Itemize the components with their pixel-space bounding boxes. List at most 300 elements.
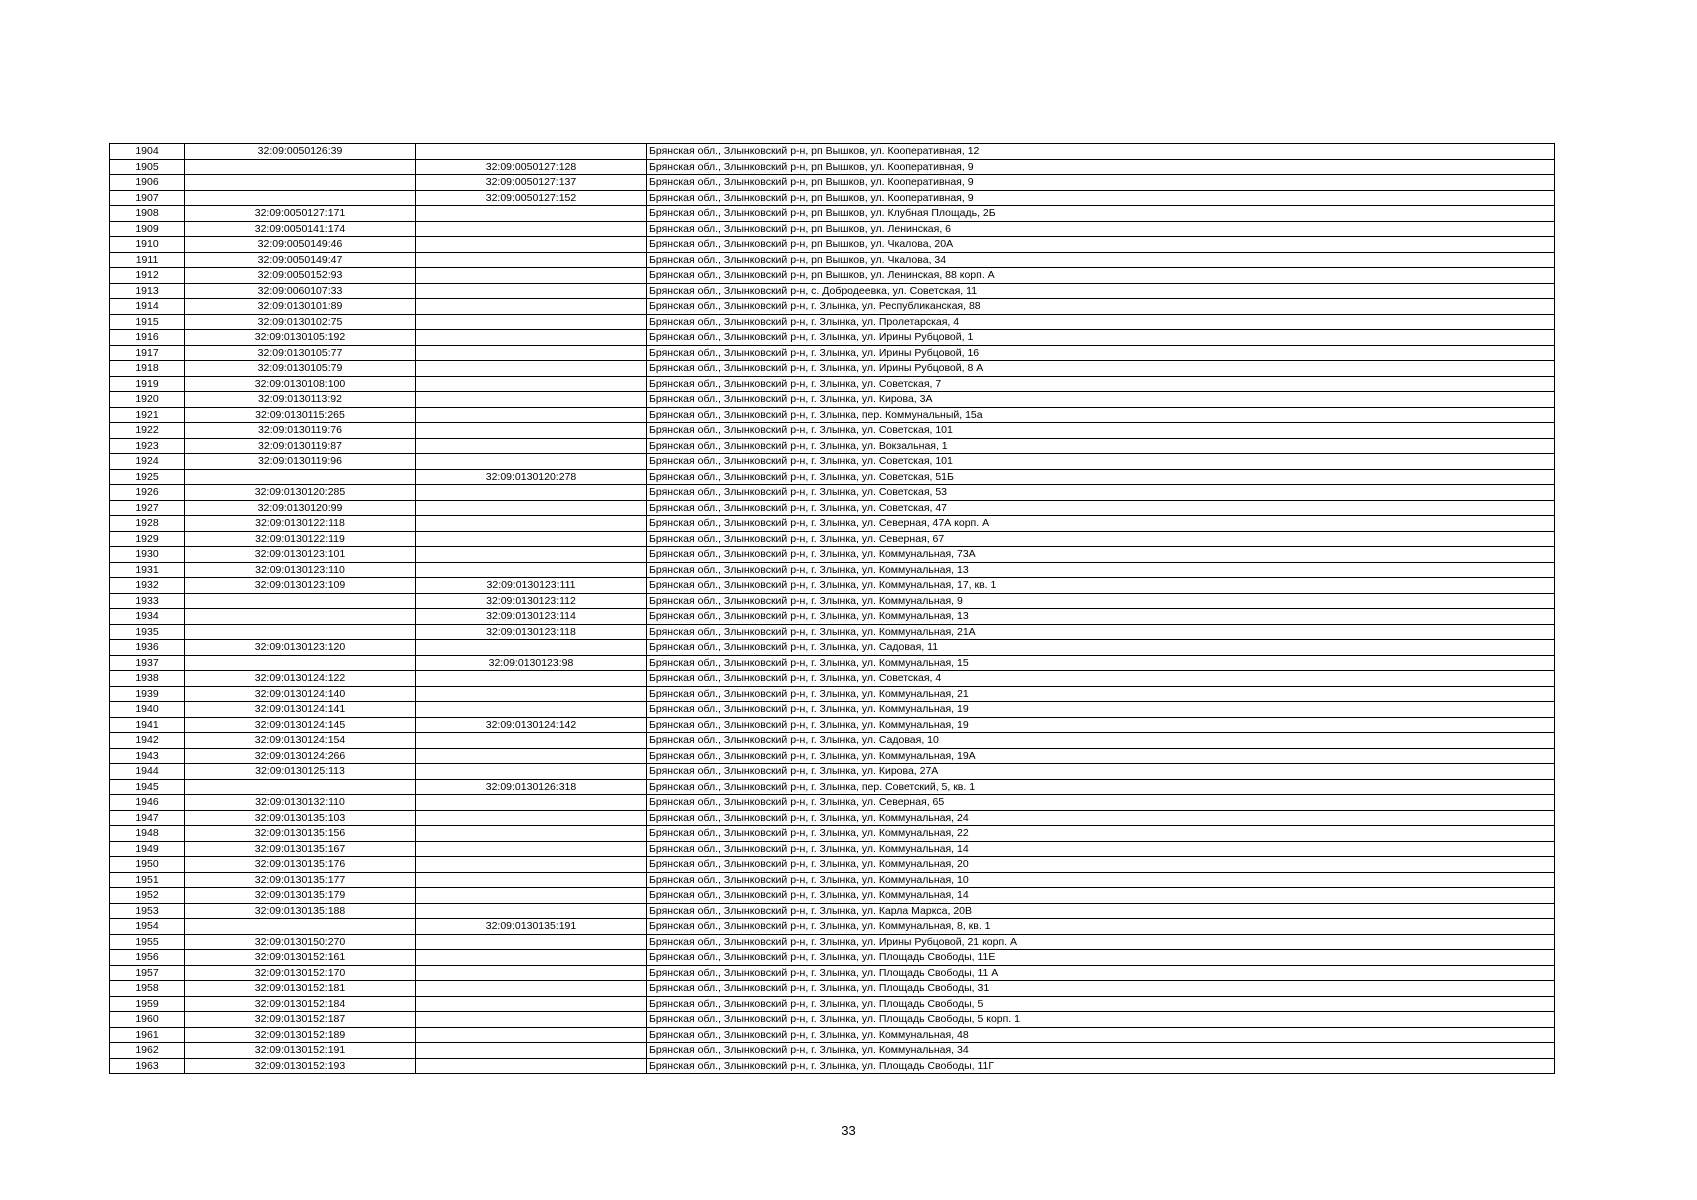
table-row <box>110 624 1555 640</box>
row-number-cell: 1907 <box>110 190 185 206</box>
address-cell: Брянская обл., Злынковский р-н, г. Злынка, ул. Северная, 47А корп. А <box>647 516 1555 532</box>
table-row <box>110 609 1555 625</box>
address-cell: Брянская обл., Злынковский р-н, рп Вышков, ул. Кооперативная, 9 <box>647 190 1555 206</box>
table-row <box>110 903 1555 919</box>
table-row <box>110 407 1555 423</box>
land-cadastral-number-cell: 32:09:0130152:187 <box>185 1012 416 1028</box>
row-number-cell: 1958 <box>110 981 185 997</box>
land-cadastral-number-cell: 32:09:0130115:265 <box>185 407 416 423</box>
table-row <box>110 299 1555 315</box>
object-cadastral-number-cell: 32:09:0130120:278 <box>416 469 647 485</box>
row-number-cell: 1947 <box>110 810 185 826</box>
row-number-cell: 1926 <box>110 485 185 501</box>
row-number-cell: 1918 <box>110 361 185 377</box>
land-cadastral-number-cell: 32:09:0130124:141 <box>185 702 416 718</box>
address-cell: Брянская обл., Злынковский р-н, г. Злынка, ул. Вокзальная, 1 <box>647 438 1555 454</box>
address-cell: Брянская обл., Злынковский р-н, г. Злынка, ул. Пролетарская, 4 <box>647 314 1555 330</box>
row-number-cell: 1937 <box>110 655 185 671</box>
object-cadastral-number-cell: 32:09:0130123:114 <box>416 609 647 625</box>
land-cadastral-number-cell: 32:09:0130152:161 <box>185 950 416 966</box>
address-cell: Брянская обл., Злынковский р-н, г. Злынка, ул. Площадь Свободы, 11Г <box>647 1058 1555 1074</box>
table-row <box>110 934 1555 950</box>
address-cell: Брянская обл., Злынковский р-н, г. Злынка, ул. Площадь Свободы, 31 <box>647 981 1555 997</box>
land-cadastral-number-cell: 32:09:0130105:79 <box>185 361 416 377</box>
object-cadastral-number-cell <box>416 1027 647 1043</box>
table-row <box>110 593 1555 609</box>
table-row <box>110 857 1555 873</box>
object-cadastral-number-cell <box>416 500 647 516</box>
land-cadastral-number-cell: 32:09:0130135:177 <box>185 872 416 888</box>
object-cadastral-number-cell <box>416 516 647 532</box>
object-cadastral-number-cell <box>416 562 647 578</box>
row-number-cell: 1950 <box>110 857 185 873</box>
land-cadastral-number-cell: 32:09:0130152:181 <box>185 981 416 997</box>
object-cadastral-number-cell <box>416 454 647 470</box>
land-cadastral-number-cell <box>185 469 416 485</box>
address-cell: Брянская обл., Злынковский р-н, рп Вышков, ул. Кооперативная, 9 <box>647 159 1555 175</box>
address-cell: Брянская обл., Злынковский р-н, г. Злынка, ул. Коммунальная, 17, кв. 1 <box>647 578 1555 594</box>
address-cell: Брянская обл., Злынковский р-н, г. Злынка, ул. Коммунальная, 19 <box>647 702 1555 718</box>
land-cadastral-number-cell: 32:09:0130135:167 <box>185 841 416 857</box>
object-cadastral-number-cell <box>416 221 647 237</box>
object-cadastral-number-cell <box>416 965 647 981</box>
address-cell: Брянская обл., Злынковский р-н, г. Злынка, ул. Ирины Рубцовой, 8 А <box>647 361 1555 377</box>
address-cell: Брянская обл., Злынковский р-н, г. Злынка, ул. Советская, 101 <box>647 454 1555 470</box>
table-row <box>110 779 1555 795</box>
address-cell: Брянская обл., Злынковский р-н, г. Злынка, ул. Коммунальная, 14 <box>647 888 1555 904</box>
address-cell: Брянская обл., Злынковский р-н, г. Злынка, ул. Республиканская, 88 <box>647 299 1555 315</box>
address-cell: Брянская обл., Злынковский р-н, г. Злынка, ул. Кирова, 27А <box>647 764 1555 780</box>
row-number-cell: 1933 <box>110 593 185 609</box>
address-cell: Брянская обл., Злынковский р-н, г. Злынка, пер. Советский, 5, кв. 1 <box>647 779 1555 795</box>
table-row <box>110 717 1555 733</box>
table-row <box>110 965 1555 981</box>
table-row <box>110 531 1555 547</box>
land-cadastral-number-cell: 32:09:0130152:193 <box>185 1058 416 1074</box>
object-cadastral-number-cell: 32:09:0130123:118 <box>416 624 647 640</box>
object-cadastral-number-cell <box>416 950 647 966</box>
object-cadastral-number-cell <box>416 252 647 268</box>
land-cadastral-number-cell <box>185 655 416 671</box>
table-row <box>110 206 1555 222</box>
land-cadastral-number-cell <box>185 159 416 175</box>
address-cell: Брянская обл., Злынковский р-н, г. Злынка, ул. Ирины Рубцовой, 16 <box>647 345 1555 361</box>
address-cell: Брянская обл., Злынковский р-н, г. Злынка, ул. Площадь Свободы, 5 корп. 1 <box>647 1012 1555 1028</box>
row-number-cell: 1938 <box>110 671 185 687</box>
table-row <box>110 764 1555 780</box>
object-cadastral-number-cell <box>416 795 647 811</box>
table-row <box>110 872 1555 888</box>
land-cadastral-number-cell: 32:09:0130135:179 <box>185 888 416 904</box>
land-cadastral-number-cell <box>185 593 416 609</box>
row-number-cell: 1922 <box>110 423 185 439</box>
object-cadastral-number-cell <box>416 314 647 330</box>
land-cadastral-number-cell: 32:09:0130108:100 <box>185 376 416 392</box>
address-cell: Брянская обл., Злынковский р-н, рп Вышков, ул. Кооперативная, 12 <box>647 144 1555 160</box>
object-cadastral-number-cell <box>416 857 647 873</box>
object-cadastral-number-cell <box>416 826 647 842</box>
address-cell: Брянская обл., Злынковский р-н, рп Вышков, ул. Клубная Площадь, 2Б <box>647 206 1555 222</box>
land-cadastral-number-cell: 32:09:0130135:188 <box>185 903 416 919</box>
table-row <box>110 345 1555 361</box>
table-row <box>110 516 1555 532</box>
table-row <box>110 547 1555 563</box>
object-cadastral-number-cell <box>416 547 647 563</box>
land-cadastral-number-cell <box>185 175 416 191</box>
table-row <box>110 268 1555 284</box>
address-cell: Брянская обл., Злынковский р-н, г. Злынка, ул. Коммунальная, 10 <box>647 872 1555 888</box>
address-cell: Брянская обл., Злынковский р-н, г. Злынка, ул. Коммунальная, 21А <box>647 624 1555 640</box>
table-row <box>110 1058 1555 1074</box>
land-cadastral-number-cell: 32:09:0130120:285 <box>185 485 416 501</box>
address-cell: Брянская обл., Злынковский р-н, рп Вышков, ул. Ленинская, 88 корп. А <box>647 268 1555 284</box>
address-cell: Брянская обл., Злынковский р-н, г. Злынка, ул. Коммунальная, 15 <box>647 655 1555 671</box>
row-number-cell: 1927 <box>110 500 185 516</box>
land-cadastral-number-cell: 32:09:0050141:174 <box>185 221 416 237</box>
table-row <box>110 144 1555 160</box>
table-row <box>110 469 1555 485</box>
object-cadastral-number-cell <box>416 438 647 454</box>
row-number-cell: 1953 <box>110 903 185 919</box>
land-cadastral-number-cell: 32:09:0130152:189 <box>185 1027 416 1043</box>
table-row <box>110 330 1555 346</box>
row-number-cell: 1948 <box>110 826 185 842</box>
object-cadastral-number-cell <box>416 423 647 439</box>
row-number-cell: 1921 <box>110 407 185 423</box>
table-row <box>110 826 1555 842</box>
page-number: 33 <box>841 1123 856 1138</box>
table-row <box>110 1027 1555 1043</box>
land-cadastral-number-cell: 32:09:0130124:266 <box>185 748 416 764</box>
land-cadastral-number-cell: 32:09:0130105:192 <box>185 330 416 346</box>
row-number-cell: 1915 <box>110 314 185 330</box>
land-cadastral-number-cell: 32:09:0130120:99 <box>185 500 416 516</box>
address-cell: Брянская обл., Злынковский р-н, г. Злынка, ул. Коммунальная, 73А <box>647 547 1555 563</box>
land-cadastral-number-cell: 32:09:0130123:120 <box>185 640 416 656</box>
row-number-cell: 1935 <box>110 624 185 640</box>
address-cell: Брянская обл., Злынковский р-н, г. Злынка, ул. Площадь Свободы, 11Е <box>647 950 1555 966</box>
address-cell: Брянская обл., Злынковский р-н, г. Злынка, ул. Коммунальная, 19А <box>647 748 1555 764</box>
table-row <box>110 361 1555 377</box>
address-cell: Брянская обл., Злынковский р-н, г. Злынка, ул. Коммунальная, 24 <box>647 810 1555 826</box>
table-row <box>110 795 1555 811</box>
object-cadastral-number-cell <box>416 1043 647 1059</box>
address-cell: Брянская обл., Злынковский р-н, г. Злынка, ул. Советская, 51Б <box>647 469 1555 485</box>
table-row <box>110 578 1555 594</box>
row-number-cell: 1913 <box>110 283 185 299</box>
table-row <box>110 190 1555 206</box>
table-row <box>110 733 1555 749</box>
object-cadastral-number-cell: 32:09:0050127:137 <box>416 175 647 191</box>
address-cell: Брянская обл., Злынковский р-н, г. Злынка, ул. Коммунальная, 20 <box>647 857 1555 873</box>
row-number-cell: 1941 <box>110 717 185 733</box>
row-number-cell: 1944 <box>110 764 185 780</box>
address-cell: Брянская обл., Злынковский р-н, г. Злынка, пер. Коммунальный, 15а <box>647 407 1555 423</box>
row-number-cell: 1951 <box>110 872 185 888</box>
land-cadastral-number-cell: 32:09:0050152:93 <box>185 268 416 284</box>
object-cadastral-number-cell <box>416 810 647 826</box>
land-cadastral-number-cell: 32:09:0050149:46 <box>185 237 416 253</box>
row-number-cell: 1908 <box>110 206 185 222</box>
land-cadastral-number-cell <box>185 609 416 625</box>
registry-table-body <box>110 144 1555 1074</box>
address-cell: Брянская обл., Злынковский р-н, г. Злынка, ул. Коммунальная, 22 <box>647 826 1555 842</box>
object-cadastral-number-cell <box>416 330 647 346</box>
table-row <box>110 438 1555 454</box>
object-cadastral-number-cell <box>416 407 647 423</box>
address-cell: Брянская обл., Злынковский р-н, г. Злынка, ул. Коммунальная, 34 <box>647 1043 1555 1059</box>
address-cell: Брянская обл., Злынковский р-н, г. Злынка, ул. Советская, 101 <box>647 423 1555 439</box>
land-cadastral-number-cell: 32:09:0130124:145 <box>185 717 416 733</box>
address-cell: Брянская обл., Злынковский р-н, с. Добродеевка, ул. Советская, 11 <box>647 283 1555 299</box>
row-number-cell: 1962 <box>110 1043 185 1059</box>
object-cadastral-number-cell <box>416 268 647 284</box>
row-number-cell: 1910 <box>110 237 185 253</box>
table-row <box>110 175 1555 191</box>
row-number-cell: 1909 <box>110 221 185 237</box>
land-cadastral-number-cell: 32:09:0130122:119 <box>185 531 416 547</box>
table-row <box>110 640 1555 656</box>
row-number-cell: 1936 <box>110 640 185 656</box>
table-row <box>110 702 1555 718</box>
row-number-cell: 1959 <box>110 996 185 1012</box>
object-cadastral-number-cell <box>416 702 647 718</box>
object-cadastral-number-cell <box>416 299 647 315</box>
address-cell: Брянская обл., Злынковский р-н, г. Злынка, ул. Карла Маркса, 20В <box>647 903 1555 919</box>
land-cadastral-number-cell <box>185 624 416 640</box>
row-number-cell: 1920 <box>110 392 185 408</box>
object-cadastral-number-cell <box>416 206 647 222</box>
row-number-cell: 1914 <box>110 299 185 315</box>
table-row <box>110 252 1555 268</box>
row-number-cell: 1911 <box>110 252 185 268</box>
land-cadastral-number-cell: 32:09:0130119:87 <box>185 438 416 454</box>
object-cadastral-number-cell: 32:09:0130123:112 <box>416 593 647 609</box>
object-cadastral-number-cell <box>416 671 647 687</box>
land-cadastral-number-cell: 32:09:0130135:176 <box>185 857 416 873</box>
table-row <box>110 159 1555 175</box>
row-number-cell: 1960 <box>110 1012 185 1028</box>
table-row <box>110 919 1555 935</box>
object-cadastral-number-cell: 32:09:0050127:152 <box>416 190 647 206</box>
row-number-cell: 1943 <box>110 748 185 764</box>
table-row <box>110 562 1555 578</box>
object-cadastral-number-cell <box>416 237 647 253</box>
land-cadastral-number-cell: 32:09:0130135:156 <box>185 826 416 842</box>
object-cadastral-number-cell <box>416 903 647 919</box>
address-cell: Брянская обл., Злынковский р-н, г. Злынка, ул. Коммунальная, 14 <box>647 841 1555 857</box>
row-number-cell: 1924 <box>110 454 185 470</box>
table-row <box>110 748 1555 764</box>
row-number-cell: 1942 <box>110 733 185 749</box>
object-cadastral-number-cell <box>416 640 647 656</box>
table-row <box>110 671 1555 687</box>
address-cell: Брянская обл., Злынковский р-н, г. Злынка, ул. Садовая, 11 <box>647 640 1555 656</box>
registry-table <box>109 143 1555 1074</box>
table-row <box>110 950 1555 966</box>
row-number-cell: 1952 <box>110 888 185 904</box>
row-number-cell: 1904 <box>110 144 185 160</box>
object-cadastral-number-cell <box>416 686 647 702</box>
land-cadastral-number-cell: 32:09:0130113:92 <box>185 392 416 408</box>
land-cadastral-number-cell: 32:09:0130119:76 <box>185 423 416 439</box>
address-cell: Брянская обл., Злынковский р-н, г. Злынка, ул. Ирины Рубцовой, 21 корп. А <box>647 934 1555 950</box>
land-cadastral-number-cell: 32:09:0130102:75 <box>185 314 416 330</box>
table-row <box>110 237 1555 253</box>
table-row <box>110 841 1555 857</box>
table-row <box>110 376 1555 392</box>
table-row <box>110 314 1555 330</box>
object-cadastral-number-cell <box>416 872 647 888</box>
land-cadastral-number-cell: 32:09:0130101:89 <box>185 299 416 315</box>
row-number-cell: 1957 <box>110 965 185 981</box>
object-cadastral-number-cell <box>416 283 647 299</box>
object-cadastral-number-cell <box>416 1058 647 1074</box>
object-cadastral-number-cell <box>416 934 647 950</box>
land-cadastral-number-cell: 32:09:0130124:154 <box>185 733 416 749</box>
object-cadastral-number-cell <box>416 764 647 780</box>
object-cadastral-number-cell: 32:09:0130124:142 <box>416 717 647 733</box>
land-cadastral-number-cell: 32:09:0130119:96 <box>185 454 416 470</box>
land-cadastral-number-cell: 32:09:0130152:170 <box>185 965 416 981</box>
row-number-cell: 1923 <box>110 438 185 454</box>
address-cell: Брянская обл., Злынковский р-н, г. Злынка, ул. Советская, 47 <box>647 500 1555 516</box>
land-cadastral-number-cell: 32:09:0050149:47 <box>185 252 416 268</box>
land-cadastral-number-cell: 32:09:0130122:118 <box>185 516 416 532</box>
land-cadastral-number-cell: 32:09:0050127:171 <box>185 206 416 222</box>
address-cell: Брянская обл., Злынковский р-н, г. Злынка, ул. Коммунальная, 8, кв. 1 <box>647 919 1555 935</box>
address-cell: Брянская обл., Злынковский р-н, г. Злынка, ул. Кирова, 3А <box>647 392 1555 408</box>
object-cadastral-number-cell: 32:09:0130123:98 <box>416 655 647 671</box>
table-row <box>110 500 1555 516</box>
land-cadastral-number-cell: 32:09:0130123:109 <box>185 578 416 594</box>
address-cell: Брянская обл., Злынковский р-н, г. Злынка, ул. Коммунальная, 19 <box>647 717 1555 733</box>
row-number-cell: 1930 <box>110 547 185 563</box>
address-cell: Брянская обл., Злынковский р-н, г. Злынка, ул. Коммунальная, 13 <box>647 562 1555 578</box>
address-cell: Брянская обл., Злынковский р-н, г. Злынка, ул. Площадь Свободы, 11 А <box>647 965 1555 981</box>
row-number-cell: 1954 <box>110 919 185 935</box>
land-cadastral-number-cell: 32:09:0130125:113 <box>185 764 416 780</box>
row-number-cell: 1961 <box>110 1027 185 1043</box>
row-number-cell: 1905 <box>110 159 185 175</box>
address-cell: Брянская обл., Злынковский р-н, рп Вышков, ул. Чкалова, 20А <box>647 237 1555 253</box>
object-cadastral-number-cell <box>416 981 647 997</box>
land-cadastral-number-cell: 32:09:0130132:110 <box>185 795 416 811</box>
row-number-cell: 1945 <box>110 779 185 795</box>
object-cadastral-number-cell <box>416 485 647 501</box>
row-number-cell: 1946 <box>110 795 185 811</box>
land-cadastral-number-cell: 32:09:0050126:39 <box>185 144 416 160</box>
row-number-cell: 1963 <box>110 1058 185 1074</box>
table-row <box>110 423 1555 439</box>
address-cell: Брянская обл., Злынковский р-н, г. Злынка, ул. Коммунальная, 21 <box>647 686 1555 702</box>
land-cadastral-number-cell: 32:09:0130135:103 <box>185 810 416 826</box>
row-number-cell: 1955 <box>110 934 185 950</box>
address-cell: Брянская обл., Злынковский р-н, рп Вышков, ул. Чкалова, 34 <box>647 252 1555 268</box>
object-cadastral-number-cell <box>416 996 647 1012</box>
address-cell: Брянская обл., Злынковский р-н, г. Злынка, ул. Северная, 67 <box>647 531 1555 547</box>
row-number-cell: 1912 <box>110 268 185 284</box>
object-cadastral-number-cell: 32:09:0130135:191 <box>416 919 647 935</box>
object-cadastral-number-cell <box>416 733 647 749</box>
object-cadastral-number-cell <box>416 361 647 377</box>
row-number-cell: 1934 <box>110 609 185 625</box>
land-cadastral-number-cell: 32:09:0130150:270 <box>185 934 416 950</box>
address-cell: Брянская обл., Злынковский р-н, г. Злынка, ул. Садовая, 10 <box>647 733 1555 749</box>
object-cadastral-number-cell <box>416 376 647 392</box>
address-cell: Брянская обл., Злынковский р-н, г. Злынка, ул. Северная, 65 <box>647 795 1555 811</box>
object-cadastral-number-cell: 32:09:0050127:128 <box>416 159 647 175</box>
table-row <box>110 221 1555 237</box>
object-cadastral-number-cell <box>416 392 647 408</box>
land-cadastral-number-cell: 32:09:0130152:191 <box>185 1043 416 1059</box>
row-number-cell: 1925 <box>110 469 185 485</box>
row-number-cell: 1931 <box>110 562 185 578</box>
address-cell: Брянская обл., Злынковский р-н, г. Злынка, ул. Коммунальная, 13 <box>647 609 1555 625</box>
address-cell: Брянская обл., Злынковский р-н, рп Вышков, ул. Кооперативная, 9 <box>647 175 1555 191</box>
table-row <box>110 485 1555 501</box>
row-number-cell: 1932 <box>110 578 185 594</box>
address-cell: Брянская обл., Злынковский р-н, рп Вышков, ул. Ленинская, 6 <box>647 221 1555 237</box>
land-cadastral-number-cell: 32:09:0060107:33 <box>185 283 416 299</box>
address-cell: Брянская обл., Злынковский р-н, г. Злынка, ул. Советская, 4 <box>647 671 1555 687</box>
row-number-cell: 1956 <box>110 950 185 966</box>
row-number-cell: 1929 <box>110 531 185 547</box>
table-row <box>110 810 1555 826</box>
row-number-cell: 1906 <box>110 175 185 191</box>
row-number-cell: 1949 <box>110 841 185 857</box>
address-cell: Брянская обл., Злынковский р-н, г. Злынка, ул. Советская, 53 <box>647 485 1555 501</box>
address-cell: Брянская обл., Злынковский р-н, г. Злынка, ул. Советская, 7 <box>647 376 1555 392</box>
address-cell: Брянская обл., Злынковский р-н, г. Злынка, ул. Коммунальная, 48 <box>647 1027 1555 1043</box>
row-number-cell: 1939 <box>110 686 185 702</box>
object-cadastral-number-cell: 32:09:0130126:318 <box>416 779 647 795</box>
land-cadastral-number-cell: 32:09:0130124:122 <box>185 671 416 687</box>
land-cadastral-number-cell <box>185 779 416 795</box>
row-number-cell: 1917 <box>110 345 185 361</box>
row-number-cell: 1928 <box>110 516 185 532</box>
land-cadastral-number-cell: 32:09:0130123:110 <box>185 562 416 578</box>
object-cadastral-number-cell <box>416 531 647 547</box>
table-row <box>110 686 1555 702</box>
row-number-cell: 1916 <box>110 330 185 346</box>
land-cadastral-number-cell: 32:09:0130152:184 <box>185 996 416 1012</box>
object-cadastral-number-cell <box>416 748 647 764</box>
table-row <box>110 655 1555 671</box>
object-cadastral-number-cell <box>416 144 647 160</box>
table-row <box>110 888 1555 904</box>
row-number-cell: 1940 <box>110 702 185 718</box>
land-cadastral-number-cell: 32:09:0130124:140 <box>185 686 416 702</box>
table-row <box>110 996 1555 1012</box>
table-row <box>110 454 1555 470</box>
land-cadastral-number-cell <box>185 190 416 206</box>
table-row <box>110 1012 1555 1028</box>
table-row <box>110 283 1555 299</box>
address-cell: Брянская обл., Злынковский р-н, г. Злынка, ул. Ирины Рубцовой, 1 <box>647 330 1555 346</box>
table-row <box>110 392 1555 408</box>
land-cadastral-number-cell: 32:09:0130105:77 <box>185 345 416 361</box>
table-row <box>110 1043 1555 1059</box>
land-cadastral-number-cell: 32:09:0130123:101 <box>185 547 416 563</box>
object-cadastral-number-cell <box>416 345 647 361</box>
address-cell: Брянская обл., Злынковский р-н, г. Злынка, ул. Площадь Свободы, 5 <box>647 996 1555 1012</box>
object-cadastral-number-cell: 32:09:0130123:111 <box>416 578 647 594</box>
table-row <box>110 981 1555 997</box>
object-cadastral-number-cell <box>416 841 647 857</box>
object-cadastral-number-cell <box>416 1012 647 1028</box>
row-number-cell: 1919 <box>110 376 185 392</box>
